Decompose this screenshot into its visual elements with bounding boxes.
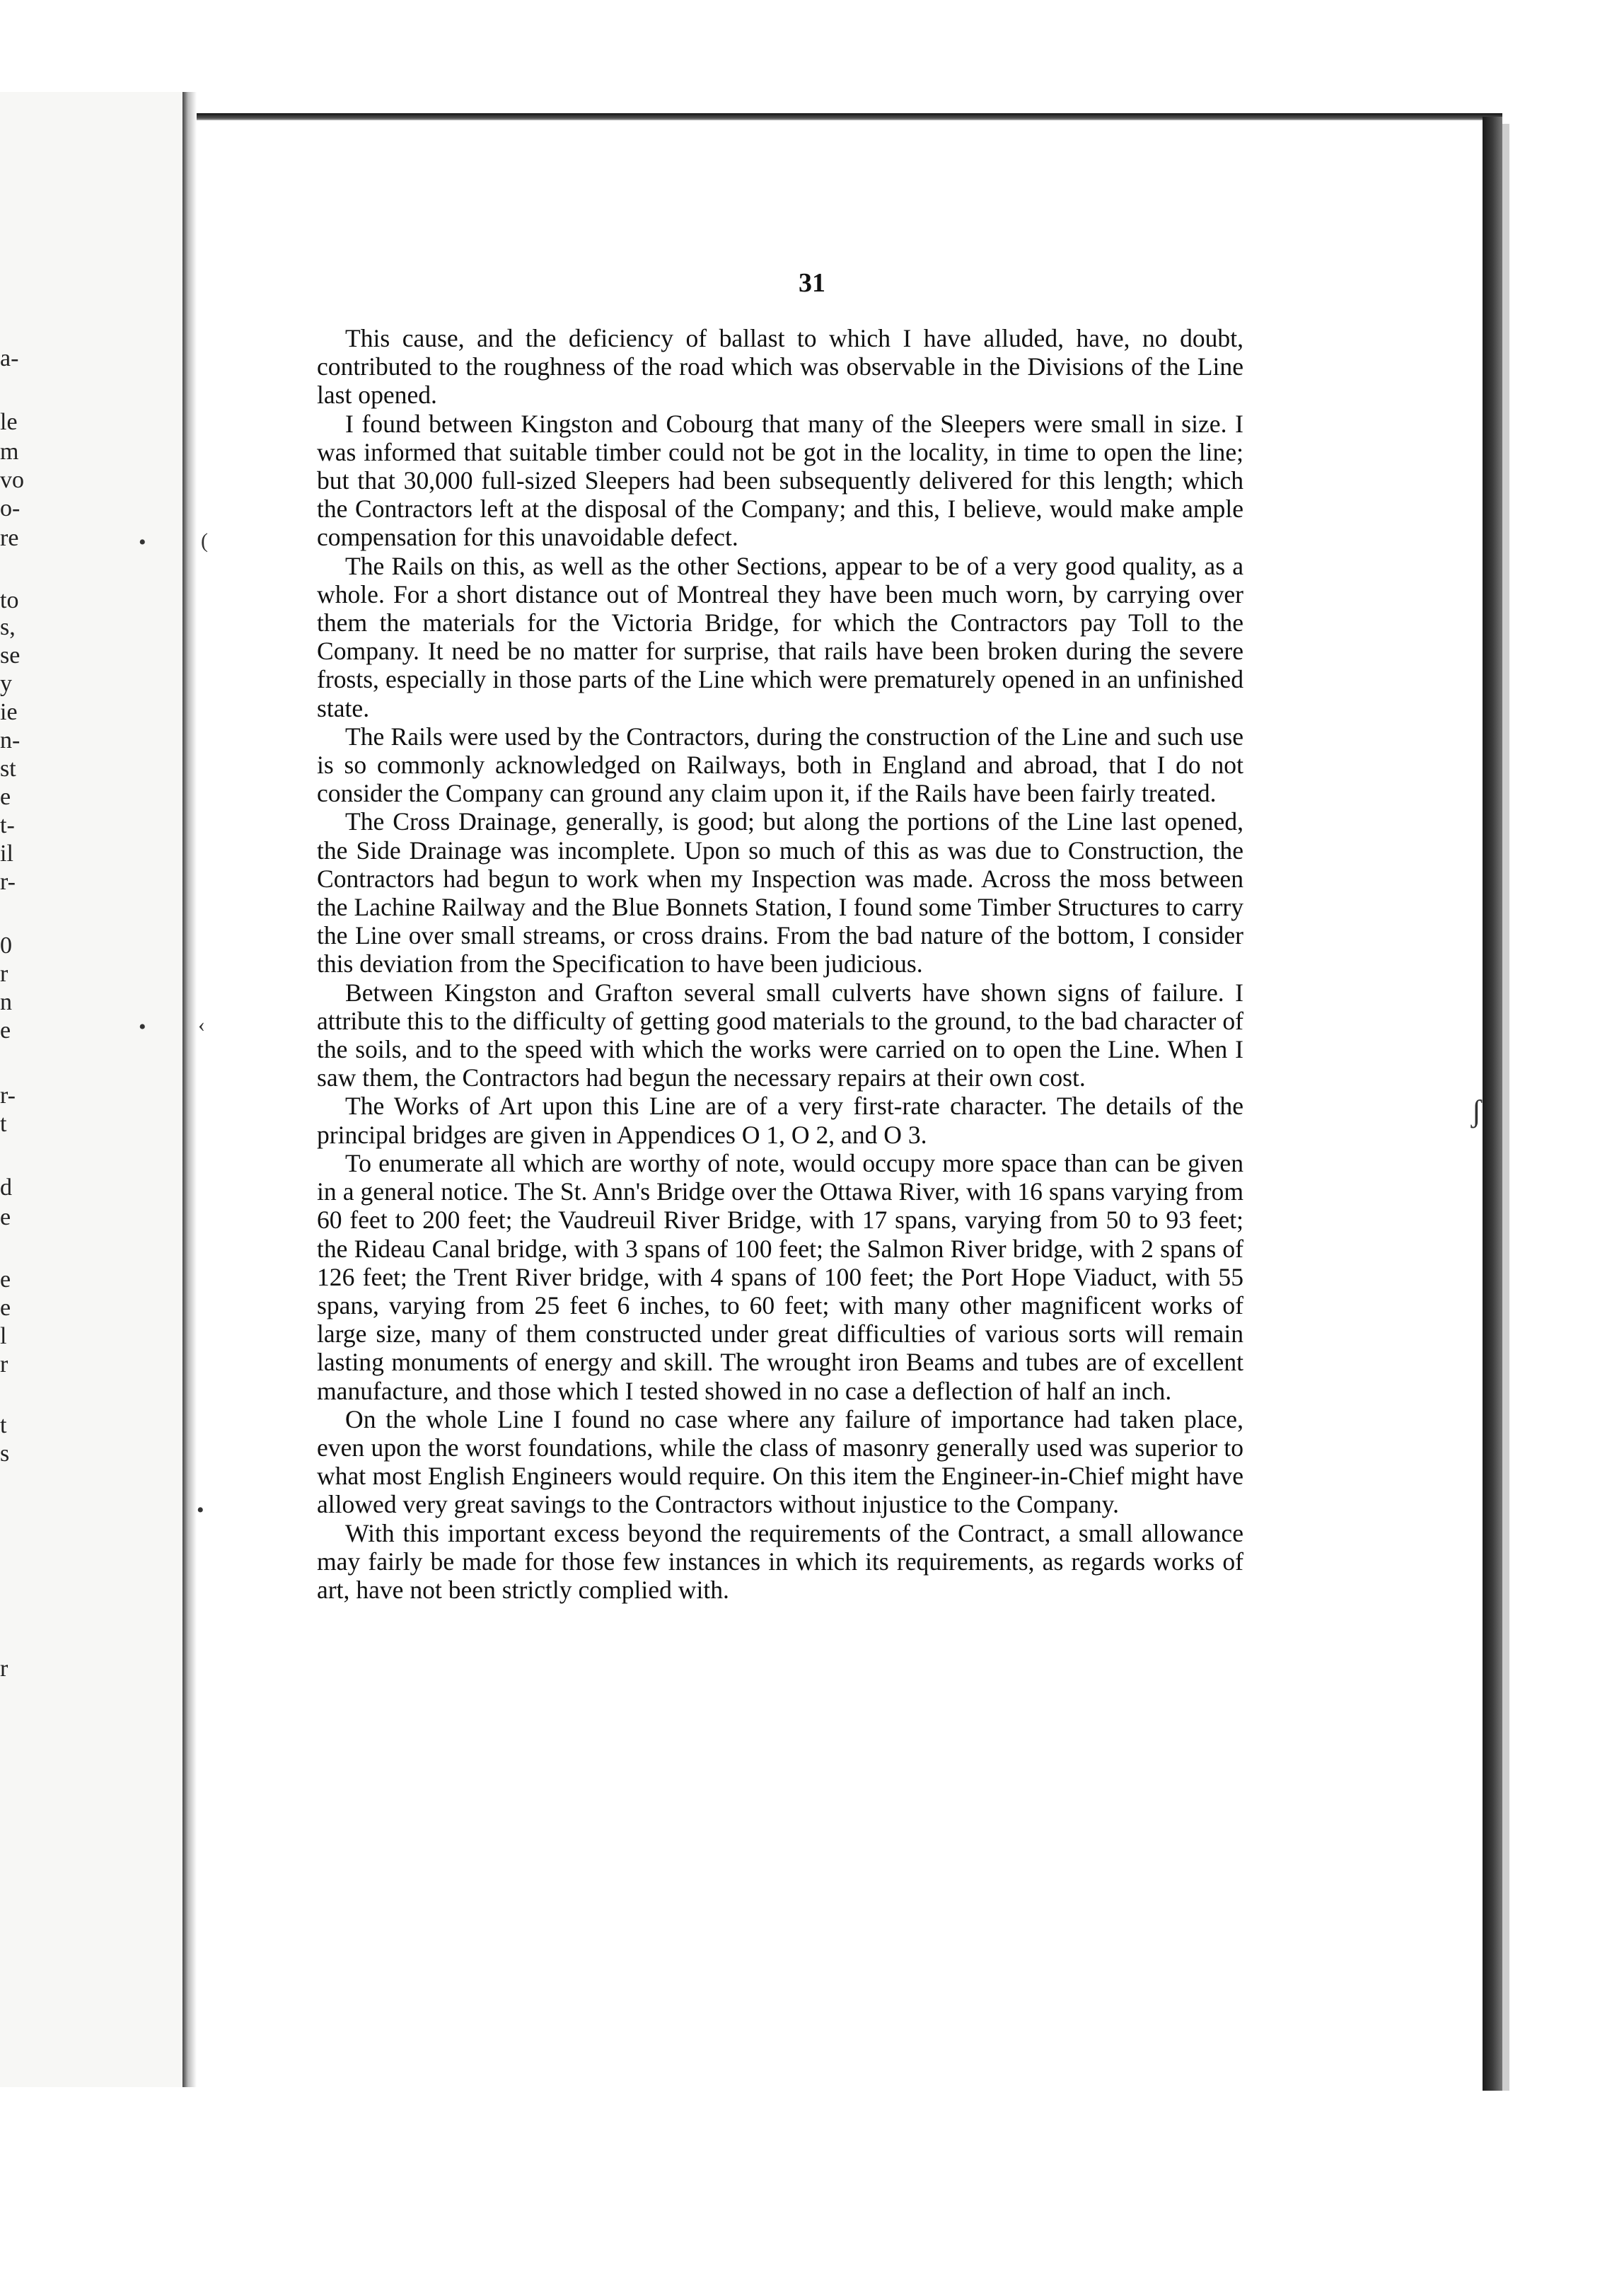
- facing-page-fragment: [0, 92, 187, 2087]
- left-fragment: d: [0, 1174, 12, 1201]
- paragraph: The Rails on this, as well as the other Sections, appear to be of a very good quality, as a whole. For a short distance out of Montreal they have been much worn, by carrying over them the materials for the Victoria Bridge, for which the Contractors pay Toll to the Company. It need be no matter for surprise, that rails have been broken during the severe frosts, especially in those parts of the Line which were prematurely opened in an unfinished state.: [317, 551, 1243, 722]
- margin-mark: •: [139, 531, 146, 554]
- left-fragment: vo: [0, 467, 24, 493]
- left-fragment: s: [0, 1440, 10, 1467]
- left-fragment: a-: [0, 345, 19, 371]
- paragraph: The Cross Drainage, generally, is good; but along the portions of the Line last opened, the Side Drainage was incomplete. Upon so much of this as was due to Construction, the Contractors had begun to work when my Inspection was made. Across the moss between the Lachine Railway and the Blue Bonnets Station, I found some Timber Structures to carry the Line over small streams, or cross drains. From the bad nature of the bottom, I consider this deviation from the Specification to have been judicious.: [317, 807, 1243, 978]
- paragraph: The Works of Art upon this Line are of a very first-rate character. The details of the principal bridges are given in Appendices O 1, O 2, and O 3.: [317, 1092, 1243, 1149]
- left-fragment: e: [0, 1295, 11, 1321]
- left-fragment: e: [0, 1017, 11, 1044]
- page-right-edge: [1483, 117, 1502, 2091]
- paragraph: With this important excess beyond the requirements of the Contract, a small allowance may fairly be made for those few instances in which its requirements, as regards works of art, have not been strictly complied with.: [317, 1518, 1243, 1604]
- left-fragment: re: [0, 525, 19, 551]
- left-fragment: il: [0, 841, 13, 867]
- left-fragment: n-: [0, 727, 21, 753]
- left-fragment: t: [0, 1111, 7, 1137]
- paragraph: Between Kingston and Grafton several small culverts have shown signs of failure. I attribute this to the difficulty of getting good materials to the ground, to the bad character of the soils, and to the speed with which the works were carried on to open the Line. When I saw them, the Contractors had begun the necessary repairs at their own cost.: [317, 978, 1243, 1092]
- left-fragment: l: [0, 1323, 7, 1349]
- left-fragment: o-: [0, 495, 21, 521]
- left-fragment: se: [0, 642, 21, 669]
- margin-mark: ‹: [198, 1013, 205, 1036]
- left-fragment: ie: [0, 699, 18, 725]
- left-fragment: r-: [0, 1082, 16, 1109]
- book-gutter: [182, 92, 197, 2087]
- left-fragment: r: [0, 1351, 8, 1378]
- paragraph: On the whole Line I found no case where any failure of importance had taken place, even upon the worst foundations, while the class of masonry generally used was superior to what most English Engineers would require. On this item the Engineer-in-Chief might have allowed very great savings to the Contractors without injustice to the Company.: [317, 1404, 1243, 1519]
- left-fragment: e: [0, 1266, 11, 1293]
- left-fragment: t-: [0, 812, 15, 838]
- left-fragment: r-: [0, 869, 16, 895]
- paragraph: I found between Kingston and Cobourg that many of the Sleepers were small in size. I was informed that suitable timber could not be got in the locality, in time to open the line; but that 30,000 full-sized Sleepers had been subsequently delivered for this length; which the Contractors left at the disposal of the Company; and this, I believe, would make ample compensation for this unavoidable defect.: [317, 409, 1243, 552]
- page-number: 31: [799, 268, 825, 298]
- left-fragment: m: [0, 439, 19, 465]
- left-fragment: t: [0, 1412, 7, 1438]
- left-fragment: y: [0, 671, 12, 697]
- left-fragment: n: [0, 989, 12, 1015]
- margin-mark: ʃ: [1471, 1094, 1482, 1128]
- page-right-edge-shadow: [1502, 124, 1509, 2091]
- paragraph: The Rails were used by the Contractors, during the construction of the Line and such use is so commonly acknowledged on Railways, both in England and abroad, that I do not consider the Company can ground any claim upon it, if the Rails have been fairly treated.: [317, 722, 1243, 808]
- left-fragment: s,: [0, 614, 16, 640]
- body-text: [317, 324, 1243, 1604]
- margin-mark: (: [201, 529, 208, 553]
- left-fragment: 0: [0, 932, 12, 959]
- left-fragment: r: [0, 1656, 8, 1682]
- left-fragment: r: [0, 961, 8, 987]
- scan-background: [0, 0, 1624, 120]
- left-fragment: st: [0, 756, 16, 782]
- paragraph: To enumerate all which are worthy of note, would occupy more space than can be given in a general notice. The St. Ann's Bridge over the Ottawa River, with 16 spans varying from 60 feet to 200 feet; the Vaudreuil River Bridge, with 17 spans, varying from 50 to 93 feet; the Rideau Canal bridge, with 3 spans of 100 feet; the Salmon River bridge, with 2 spans of 126 feet; the Trent River bridge, with 4 spans of 100 feet; the Port Hope Viaduct, with 55 spans, varying from 25 feet 6 inches, to 60 feet; with many other magnificent works of large size, many of them constructed under great difficulties of various sorts will remain lasting monuments of energy and skill. The wrought iron Beams and tubes are of excellent manufacture, and those which I tested showed in no case a deflection of half an inch.: [317, 1148, 1243, 1405]
- left-fragment: e: [0, 1204, 11, 1230]
- margin-mark: •: [197, 1498, 204, 1522]
- left-fragment: to: [0, 587, 19, 613]
- margin-mark: •: [139, 1015, 146, 1039]
- left-fragment: e: [0, 784, 11, 810]
- paragraph: This cause, and the deficiency of ballast to which I have alluded, have, no doubt, contributed to the roughness of the road which was observable in the Divisions of the Line last opened.: [317, 324, 1243, 410]
- left-fragment: le: [0, 409, 18, 435]
